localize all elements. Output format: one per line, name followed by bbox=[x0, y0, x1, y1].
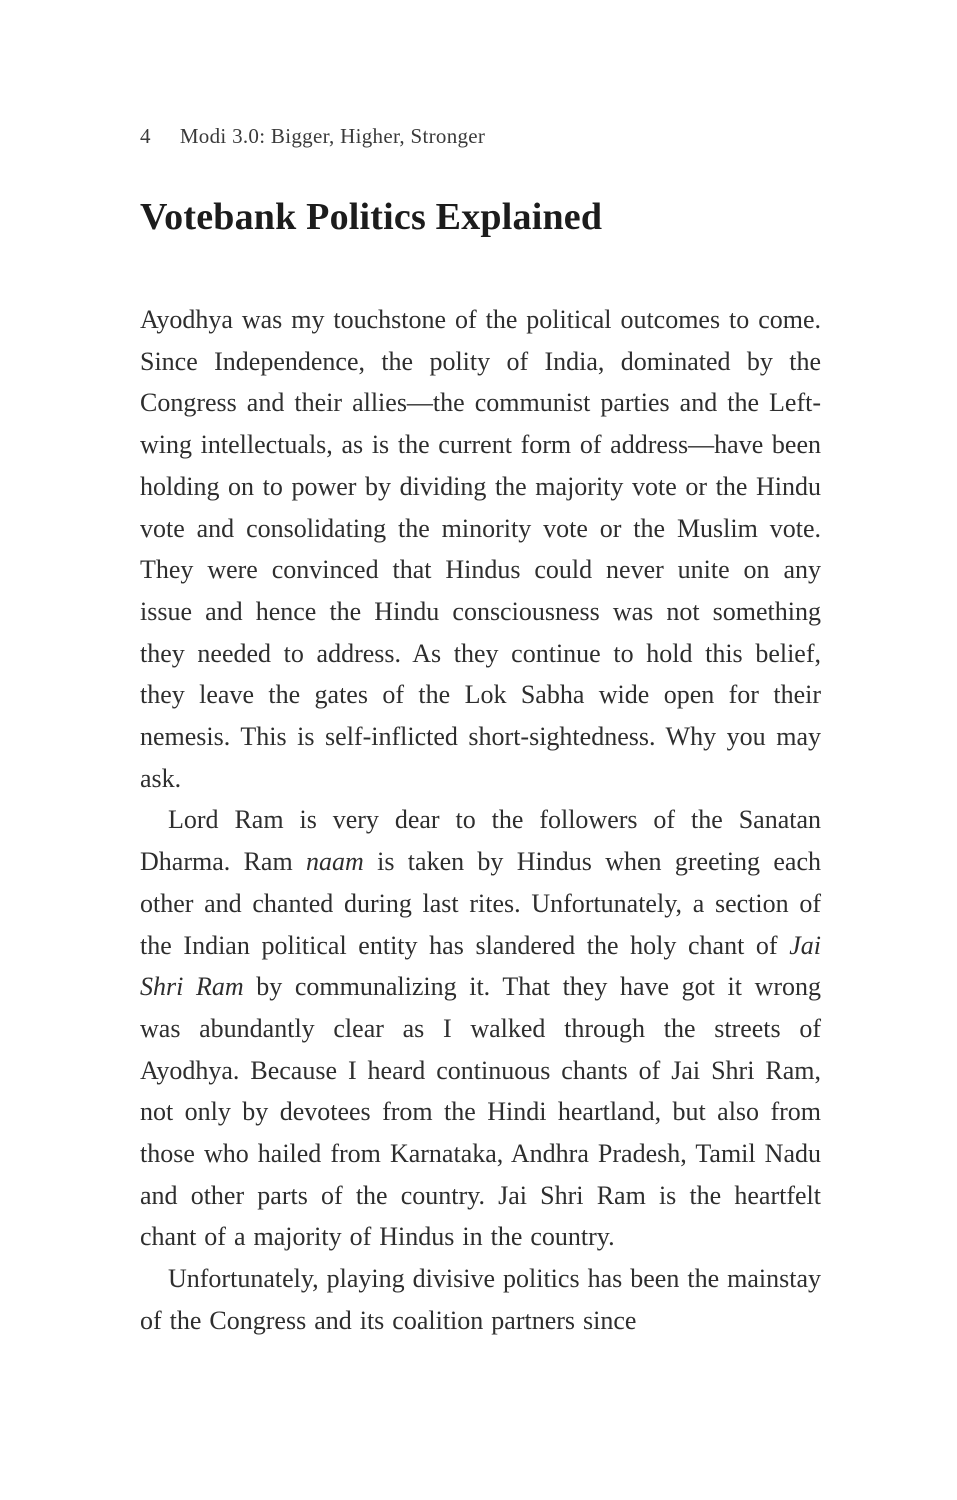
page-content bbox=[140, 0, 821, 1342]
section-title: Votebank Politics Explained bbox=[140, 196, 603, 238]
paragraph-1-text: Ayodhya was my touchstone of the political outcomes to come. Since Independence, the polity of India, dominated by the Congress and their allies—the communist parties and the Left-wing intellectuals, as is the current form of address—have been holding on to power by dividing the majority vote or the Hindu vote and consolidating the minority vote or the Muslim vote. They were convinced that Hindus could never unite on any issue and hence the Hindu consciousness was not something they needed to address. As they continue to hold this belief, they leave the gates of the Lok Sabha wide open for their nemesis. This is self-inflicted short-sightedness. Why you may ask. bbox=[140, 305, 821, 793]
paragraph-1 bbox=[140, 299, 821, 799]
paragraph-2-text: Lord Ram is very dear to the followers of the Sanatan Dharma. Ram bbox=[140, 805, 821, 877]
italic-term-naam: naam bbox=[306, 847, 364, 877]
body-text bbox=[140, 299, 821, 1342]
running-title: Modi 3.0: Bigger, Higher, Stronger bbox=[179, 124, 486, 148]
paragraph-3 bbox=[140, 1258, 821, 1341]
paragraph-2-text: is taken by Hindus when greeting each other and chanted during last rites. Unfortunately, a section of the Indian political entity has slandered the holy chant of bbox=[140, 847, 822, 960]
paragraph-2 bbox=[140, 799, 821, 1258]
paragraph-3-text: Unfortunately, playing divisive politics has been the mainstay of the Congress and its coalition partners since bbox=[140, 1264, 821, 1335]
page-number: 4 bbox=[140, 124, 151, 148]
paragraph-2-text: by communalizing it. That they have got it wrong was abundantly clear as I walked through the streets of Ayodhya. Because I heard continuous chants of Jai Shri Ram, not only by devotees from the Hindi heartland, but also from those who hailed from Karnataka, Andhra Pradesh, Tamil Nadu and other parts of the country. Jai Shri Ram is the heartfelt chant of a majority of Hindus in the country. bbox=[140, 972, 822, 1252]
running-header bbox=[140, 124, 821, 149]
italic-term-jai-shri-ram: Jai Shri Ram bbox=[140, 930, 821, 1002]
